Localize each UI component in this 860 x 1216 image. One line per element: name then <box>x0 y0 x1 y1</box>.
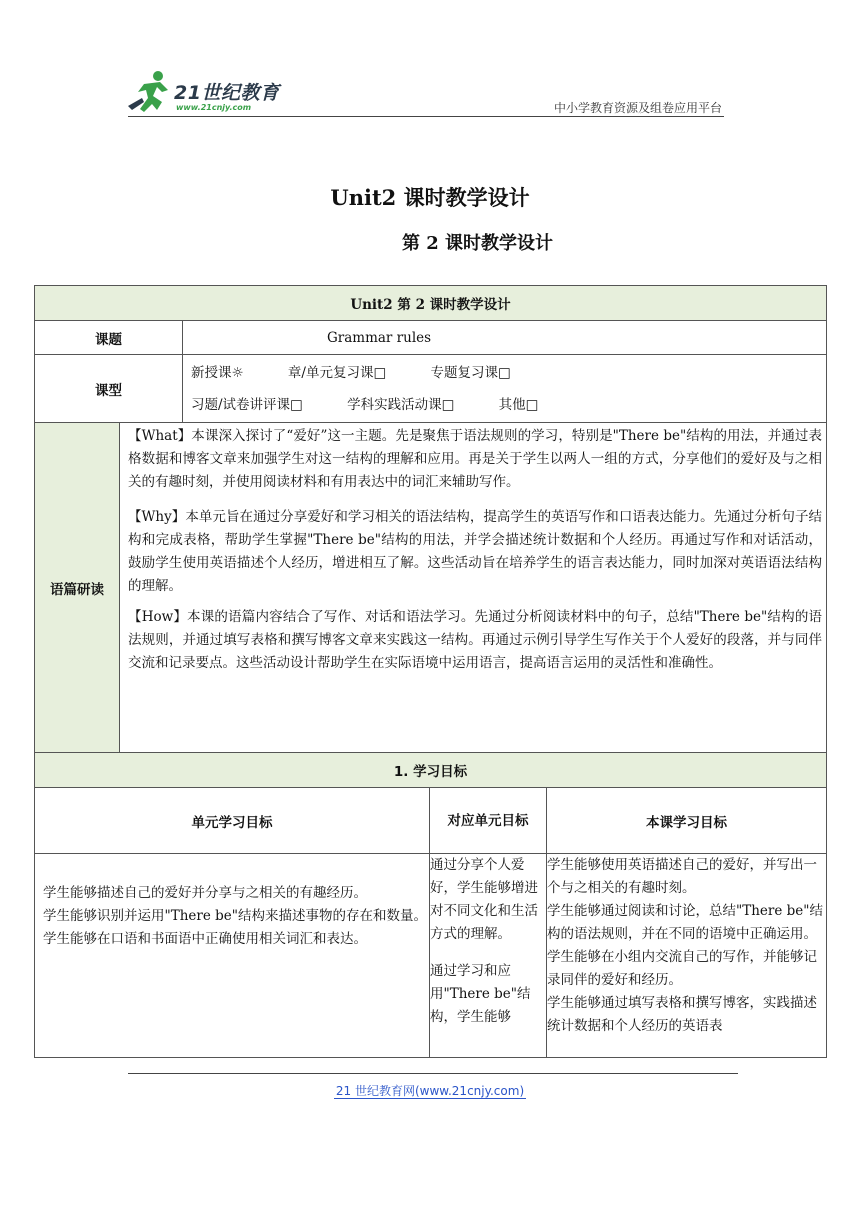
col-lesson-goal: 本课学习目标 <box>547 788 827 854</box>
lesson-plan-table <box>34 285 827 1058</box>
unit-goal-item: 学生能够在口语和书面语中正确使用相关词汇和表达。 <box>43 931 367 947</box>
type-option-practice[interactable]: 学科实践活动课□ <box>347 396 455 413</box>
matching-goal-item: 通过学习和应用"There be"结构，学生能够 <box>430 963 531 1025</box>
type-options-row-2 <box>191 394 826 416</box>
lesson-goals-cell <box>547 854 827 1058</box>
document-subtitle: 第 2 课时教学设计 <box>402 233 554 254</box>
type-label: 课型 <box>35 355 183 423</box>
unit-goal-item: 学生能够描述自己的爱好并分享与之相关的有趣经历。 <box>43 885 367 901</box>
type-options-row-1 <box>191 362 826 384</box>
type-option-new[interactable]: 新授课☼ <box>191 364 244 381</box>
document-title: Unit2 课时教学设计 <box>330 185 530 210</box>
type-option-exercise-review[interactable]: 习题/试卷讲评课□ <box>191 396 303 413</box>
type-options <box>183 355 827 423</box>
col-unit-goal: 单元学习目标 <box>35 788 430 854</box>
header-divider <box>128 116 724 117</box>
reading-why: 【Why】本单元旨在通过分享爱好和学习相关的语法结构，提高学生的英语写作和口语表达能力。先通过分析句子结构和完成表格，帮助学生掌握"There be"结构的用法，并学会描述统计数据和个人经历。再通过写作和对话活动，鼓励学生使用英语描述个人经历，增进相互了解。这些活动旨在培养学生的语言表达能力，同时加深对英语语法结构的理解。 <box>128 509 823 594</box>
lesson-goal-item: 学生能够在小组内交流自己的写作，并能够记录同伴的爱好和经历。 <box>547 949 817 988</box>
footer-link[interactable] <box>0 1082 860 1099</box>
logo-url: www.21cnjy.com <box>176 103 252 112</box>
footer-link-text[interactable]: 21 世纪教育网(www.21cnjy.com) <box>335 1084 525 1098</box>
reading-content <box>120 423 827 753</box>
unit-goal-item: 学生能够识别并运用"There be"结构来描述事物的存在和数量。 <box>43 908 427 924</box>
lesson-goal-item: 学生能够使用英语描述自己的爱好，并写出一个与之相关的有趣时刻。 <box>547 857 817 896</box>
reading-what: 【What】本课深入探讨了“爱好”这一主题。先是聚焦于语法规则的学习，特别是"There be"结构的用法，并通过表格数据和博客文章来加强学生对这一结构的理解和应用。再是关于学生以两人一组的方式，分享他们的爱好及与之相关的有趣时刻，并使用阅读材料和有用表达中的词汇来辅助写作。 <box>128 428 823 490</box>
table-heading: Unit2 第 2 课时教学设计 <box>35 286 827 321</box>
matching-goal-item: 通过分享个人爱好，学生能够增进对不同文化和生活方式的理解。 <box>430 857 538 942</box>
logo-text: 21世纪教育 <box>174 82 280 104</box>
topic-label: 课题 <box>35 321 183 355</box>
lesson-goal-item: 学生能够通过阅读和讨论，总结"There be"结构的语法规则，并在不同的语境中正确运用。 <box>547 903 823 942</box>
unit-goals-cell <box>35 854 430 1058</box>
footer-divider <box>128 1073 738 1074</box>
type-option-unit-review[interactable]: 章/单元复习课□ <box>287 364 387 381</box>
topic-text: Grammar rules <box>327 329 432 346</box>
col-matching-goal: 对应单元目标 <box>430 788 547 854</box>
reading-label: 语篇研读 <box>35 423 120 753</box>
matching-goals-cell <box>430 854 547 1058</box>
lesson-goal-item: 学生能够通过填写表格和撰写博客，实践描述统计数据和个人经历的英语表 <box>547 995 817 1034</box>
reading-how: 【How】本课的语篇内容结合了写作、对话和语法学习。先通过分析阅读材料中的句子，总结"There be"结构的语法规则，并通过填写表格和撰写博客文章来实践这一结构。再通过示例引导学生写作关于个人爱好的段落，并与同伴交流和记录要点。这些活动设计帮助学生在实际语境中运用语言，提高语言运用的灵活性和准确性。 <box>128 609 823 671</box>
type-option-topic-review[interactable]: 专题复习课□ <box>430 364 511 381</box>
topic-value <box>183 321 827 355</box>
site-logo[interactable] <box>124 70 289 116</box>
objectives-heading: 1. 学习目标 <box>35 753 827 788</box>
platform-name: 中小学教育资源及组卷应用平台 <box>553 101 722 115</box>
type-option-other[interactable]: 其他□ <box>498 396 539 413</box>
